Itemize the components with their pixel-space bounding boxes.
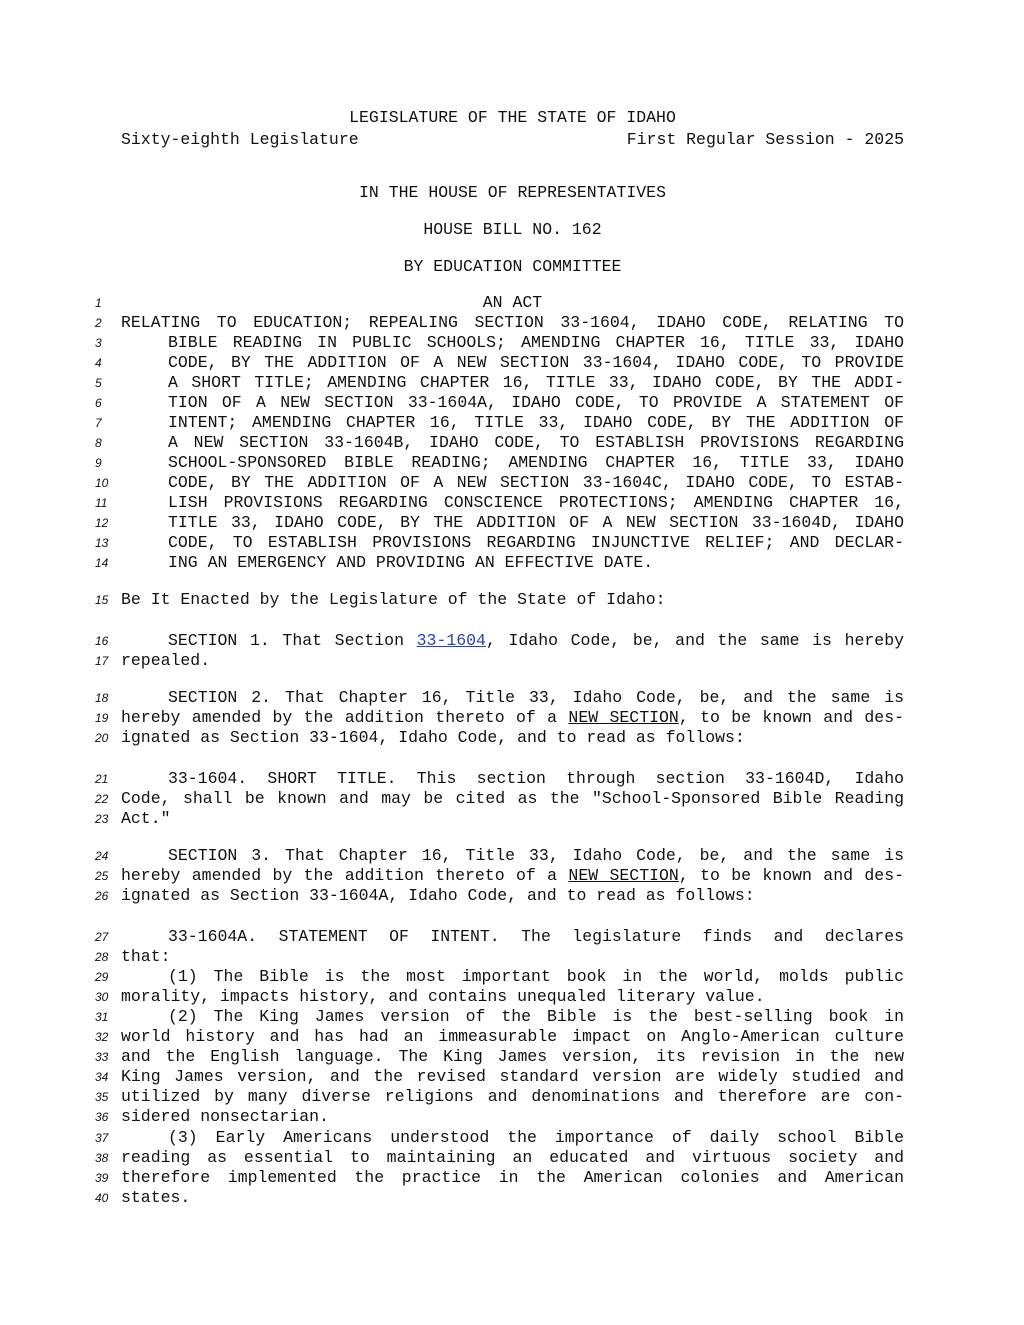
line-number: 1: [95, 296, 102, 310]
session-row: [121, 130, 904, 150]
sponsor-heading: BY EDUCATION COMMITTEE: [403, 257, 622, 276]
line-number: 6: [95, 396, 102, 410]
text-segment: , to be known and des-: [678, 866, 904, 885]
body-line: (1) The Bible is the most important book in the world, molds public: [168, 967, 904, 986]
line-number: 2: [95, 316, 102, 330]
line-number: 13: [95, 536, 109, 550]
line-number: 22: [95, 792, 109, 806]
section-link[interactable]: 33-1604: [416, 631, 486, 650]
body-line: morality, impacts history, and contains unequaled literary value.: [121, 987, 765, 1006]
act-heading: AN ACT: [482, 293, 543, 312]
bill-number-heading: HOUSE BILL NO. 162: [423, 220, 602, 239]
body-line: utilized by many diverse religions and denominations and therefore are con-: [121, 1087, 904, 1106]
body-line: repealed.: [121, 651, 211, 670]
title-line: BIBLE READING IN PUBLIC SCHOOLS; AMENDING CHAPTER 16, TITLE 33, IDAHO: [168, 333, 904, 352]
body-line: sidered nonsectarian.: [121, 1107, 329, 1126]
legislature-state-title: LEGISLATURE OF THE STATE OF IDAHO: [349, 108, 676, 127]
body-line: reading as essential to maintaining an educated and virtuous society and: [121, 1148, 904, 1167]
line-number: 25: [95, 869, 109, 883]
title-line: CODE, BY THE ADDITION OF A NEW SECTION 33-1604, IDAHO CODE, TO PROVIDE: [168, 353, 904, 372]
body-line: Code, shall be known and may be cited as the "School-Sponsored Bible Reading: [121, 789, 904, 808]
line-number: 26: [95, 889, 109, 903]
line-number: 16: [95, 634, 109, 648]
line-number: 29: [95, 970, 109, 984]
new-section-label: NEW SECTION: [568, 708, 679, 727]
line-number: 34: [95, 1070, 109, 1084]
text-segment: , Idaho Code, be, and the same is hereby: [485, 631, 904, 650]
statement-of-intent-line: 33-1604A. STATEMENT OF INTENT. The legislature finds and declares: [168, 927, 904, 946]
line-number: 12: [95, 516, 109, 530]
title-line: TION OF A NEW SECTION 33-1604A, IDAHO CODE, TO PROVIDE A STATEMENT OF: [168, 393, 904, 412]
chamber-heading: IN THE HOUSE OF REPRESENTATIVES: [359, 183, 666, 202]
line-number: 18: [95, 691, 109, 705]
line-number: 33: [95, 1050, 109, 1064]
line-number: 36: [95, 1110, 109, 1124]
title-line: TITLE 33, IDAHO CODE, BY THE ADDITION OF A NEW SECTION 33-1604D, IDAHO: [168, 513, 904, 532]
title-line: CODE, TO ESTABLISH PROVISIONS REGARDING INJUNCTIVE RELIEF; AND DECLAR-: [168, 533, 904, 552]
enacting-clause: Be It Enacted by the Legislature of the State of Idaho:: [121, 590, 666, 609]
title-line: SCHOOL-SPONSORED BIBLE READING; AMENDING CHAPTER 16, TITLE 33, IDAHO: [168, 453, 904, 472]
line-number: 28: [95, 950, 109, 964]
line-number: 7: [95, 416, 102, 430]
line-number: 17: [95, 654, 109, 668]
line-number: 11: [95, 496, 108, 510]
title-line: A SHORT TITLE; AMENDING CHAPTER 16, TITLE 33, IDAHO CODE, BY THE ADDI-: [168, 373, 904, 392]
title-line: RELATING TO EDUCATION; REPEALING SECTION 33-1604, IDAHO CODE, RELATING TO: [121, 313, 904, 332]
body-line: (2) The King James version of the Bible is the best-selling book in: [168, 1007, 904, 1026]
title-line: A NEW SECTION 33-1604B, IDAHO CODE, TO ESTABLISH PROVISIONS REGARDING: [168, 433, 904, 452]
line-number: 35: [95, 1090, 109, 1104]
line-number: 30: [95, 990, 109, 1004]
line-number: 40: [95, 1191, 109, 1205]
session-label: First Regular Session - 2025: [626, 130, 904, 149]
line-number: 21: [95, 772, 109, 786]
text-segment: SECTION 1. That Section: [168, 631, 417, 650]
line-number: 4: [95, 356, 102, 370]
title-line: LISH PROVISIONS REGARDING CONSCIENCE PROTECTIONS; AMENDING CHAPTER 16,: [168, 493, 904, 512]
body-line: and the English language. The King James version, its revision in the new: [121, 1047, 904, 1066]
body-line: King James version, and the revised standard version are widely studied and: [121, 1067, 904, 1086]
section-2-line: SECTION 2. That Chapter 16, Title 33, Idaho Code, be, and the same is: [168, 688, 904, 707]
title-line: INTENT; AMENDING CHAPTER 16, TITLE 33, IDAHO CODE, BY THE ADDITION OF: [168, 413, 904, 432]
new-section-label: NEW SECTION: [568, 866, 679, 885]
line-number: 39: [95, 1171, 109, 1185]
body-line: [121, 866, 904, 886]
line-number: 37: [95, 1131, 109, 1145]
line-number: 20: [95, 731, 109, 745]
line-number: 32: [95, 1030, 109, 1044]
line-number: 15: [95, 593, 109, 607]
text-segment: hereby amended by the addition thereto of a: [121, 866, 569, 885]
body-line: world history and has had an immeasurable impact on Anglo-American culture: [121, 1027, 904, 1046]
line-number: 14: [95, 556, 109, 570]
body-line: that:: [121, 947, 171, 966]
line-number: 8: [95, 436, 102, 450]
text-segment: hereby amended by the addition thereto of a: [121, 708, 569, 727]
line-number: 27: [95, 930, 109, 944]
short-title-line: 33-1604. SHORT TITLE. This section through section 33-1604D, Idaho: [168, 769, 904, 788]
line-number: 19: [95, 711, 109, 725]
line-number: 9: [95, 456, 102, 470]
line-number: 5: [95, 376, 102, 390]
body-line: therefore implemented the practice in the American colonies and American: [121, 1168, 904, 1187]
body-line: states.: [121, 1188, 191, 1207]
line-number: 23: [95, 812, 109, 826]
body-line: (3) Early Americans understood the importance of daily school Bible: [168, 1128, 904, 1147]
line-number: 24: [95, 849, 109, 863]
legislature-number: Sixty-eighth Legislature: [121, 130, 359, 149]
body-line: ignated as Section 33-1604, Idaho Code, and to read as follows:: [121, 728, 745, 747]
body-line: [121, 708, 904, 728]
line-number: 38: [95, 1151, 109, 1165]
title-line: CODE, BY THE ADDITION OF A NEW SECTION 33-1604C, IDAHO CODE, TO ESTAB-: [168, 473, 904, 492]
section-1-line: [168, 631, 904, 651]
body-line: ignated as Section 33-1604A, Idaho Code, and to read as follows:: [121, 886, 755, 905]
line-number: 31: [95, 1010, 109, 1024]
line-number: 3: [95, 336, 102, 350]
section-3-line: SECTION 3. That Chapter 16, Title 33, Idaho Code, be, and the same is: [168, 846, 904, 865]
body-line: Act.": [121, 809, 171, 828]
title-line: ING AN EMERGENCY AND PROVIDING AN EFFECTIVE DATE.: [168, 553, 654, 572]
text-segment: , to be known and des-: [678, 708, 904, 727]
line-number: 10: [95, 476, 109, 490]
